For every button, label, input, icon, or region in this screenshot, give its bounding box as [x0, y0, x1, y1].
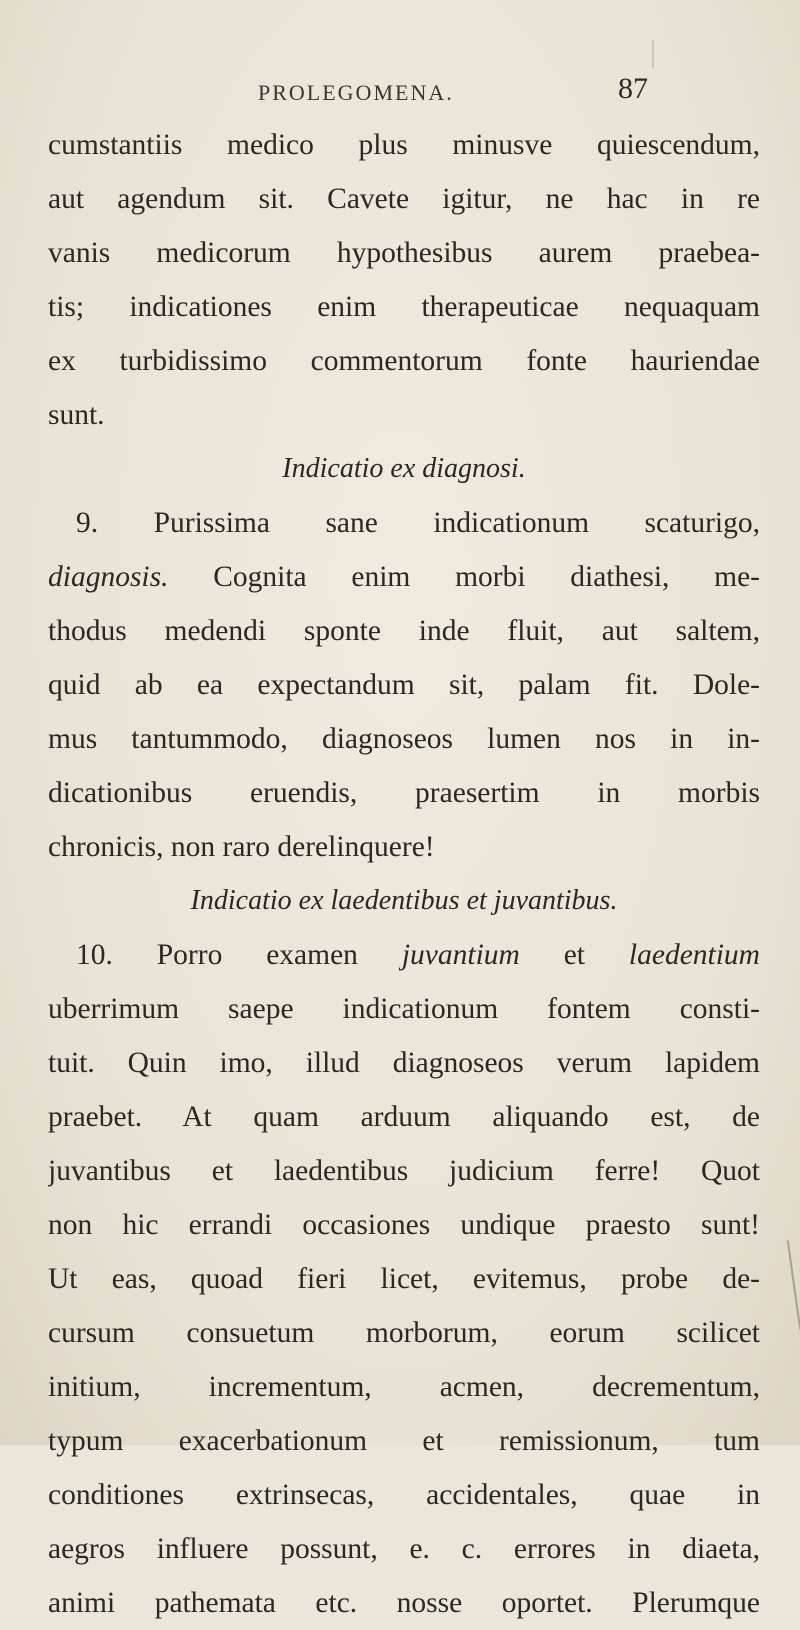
- paper-scratch: [787, 1240, 800, 1329]
- italic-term: juvantium: [401, 939, 520, 971]
- paper-scratch: [652, 40, 654, 68]
- text-line: tuit. Quin imo, illud diagnoseos verum lapidem: [48, 1047, 760, 1079]
- text-line: Ut eas, quoad fieri licet, evitemus, probe de-: [48, 1263, 760, 1295]
- heading-text: Indicatio ex laedentibus et juvantibus.: [190, 885, 618, 916]
- text-line: chronicis, non raro derelinquere!: [48, 831, 435, 863]
- section-heading-juvantibus: [48, 874, 760, 928]
- text-line: typum exacerbationum et remissionum, tum: [48, 1425, 760, 1457]
- text-line: aegros influere possunt, e. c. errores in diaeta,: [48, 1533, 760, 1565]
- text-line: quid ab ea expectandum sit, palam fit. Dole-: [48, 669, 760, 701]
- text-line: vanis medicorum hypothesibus aurem praebea-: [48, 237, 760, 269]
- text-run: 10. Porro examen: [76, 939, 402, 971]
- text-line: non hic errandi occasiones undique praesto sunt!: [48, 1209, 760, 1241]
- text-line: cumstantiis medico plus minusve quiescendum,: [48, 129, 760, 161]
- body-text: [48, 118, 760, 1630]
- text-line: initium, incrementum, acmen, decrementum,: [48, 1371, 760, 1403]
- text-line: uberrimum saepe indicationum fontem consti-: [48, 993, 760, 1025]
- text-run: Cognita enim morbi diathesi, me-: [168, 561, 760, 593]
- text-line: dicationibus eruendis, praesertim in morbis: [48, 777, 760, 809]
- heading-text: Indicatio ex diagnosi.: [282, 453, 526, 484]
- text-line: aut agendum sit. Cavete igitur, ne hac in re: [48, 183, 760, 215]
- text-line: [48, 550, 760, 604]
- text-line: juvantibus et laedentibus judicium ferre! Quot: [48, 1155, 760, 1187]
- text-line: conditiones extrinsecas, accidentales, quae in: [48, 1479, 760, 1511]
- page-header: [0, 72, 800, 112]
- italic-term: laedentium: [628, 939, 760, 971]
- text-line: animi pathemata etc. nosse oportet. Plerumque: [48, 1587, 760, 1619]
- italic-term: diagnosis.: [48, 561, 169, 593]
- page-number: 87: [618, 72, 648, 105]
- text-line: ex turbidissimo commentorum fonte hauriendae: [48, 345, 760, 377]
- paragraph-10-first-line: [48, 928, 760, 982]
- section-heading-diagnosis: [48, 442, 760, 496]
- text-line: mus tantummodo, diagnoseos lumen nos in in-: [48, 723, 760, 755]
- text-line: sunt.: [48, 399, 105, 431]
- text-line: praebet. At quam arduum aliquando est, de: [48, 1101, 760, 1133]
- text-line: thodus medendi sponte inde fluit, aut saltem,: [48, 615, 760, 647]
- paragraph-9-first-line: 9. Purissima sane indicationum scaturigo,: [76, 507, 760, 539]
- text-run: et: [519, 939, 629, 971]
- text-line: cursum consuetum morborum, eorum scilicet: [48, 1317, 760, 1349]
- running-head: PROLEGOMENA.: [258, 80, 454, 105]
- text-line: tis; indicationes enim therapeuticae nequaquam: [48, 291, 760, 323]
